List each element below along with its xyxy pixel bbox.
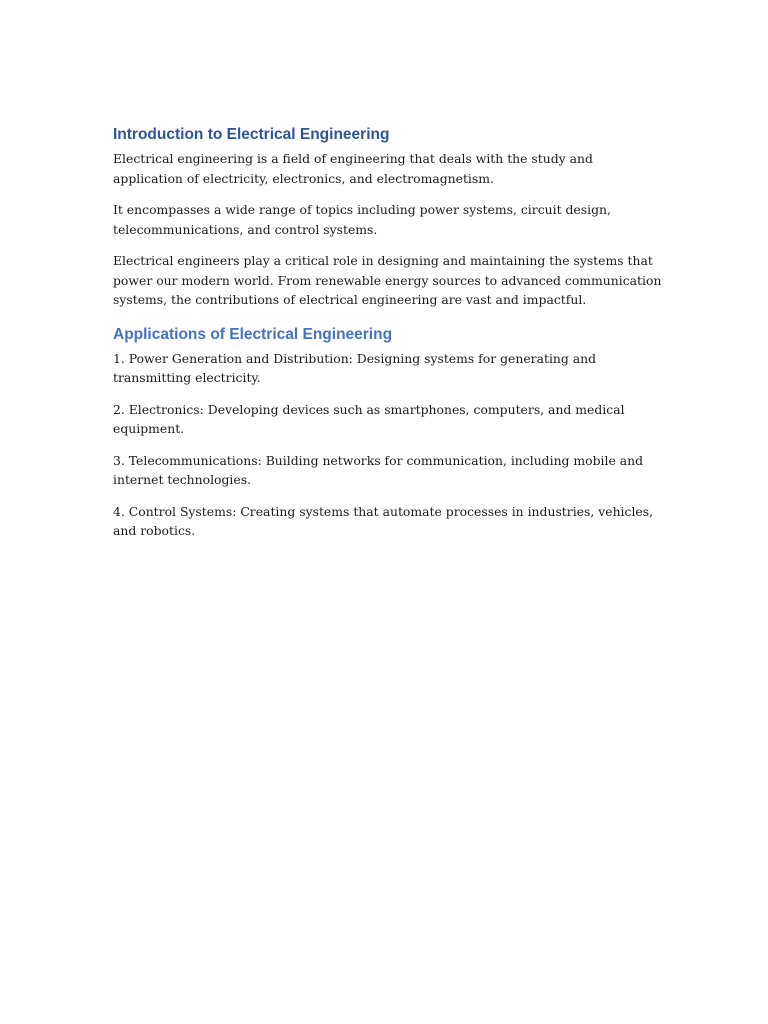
heading-applications: Applications of Electrical Engineering [113, 325, 393, 343]
paragraph: Electrical engineering is a field of engineering that deals with the study and application of electricity, electronics, and electromagnetism. [113, 151, 593, 186]
section-introduction [113, 124, 663, 310]
document-page [113, 124, 663, 553]
paragraph: Electrical engineers play a critical role in designing and maintaining the systems that power our modern world. From renewable energy sources to advanced communication systems, the contributions of electrical engineering are vast and impactful. [113, 253, 662, 307]
list-item: 2. Electronics: Developing devices such as smartphones, computers, and medical equipment. [113, 401, 625, 436]
list-item: 4. Control Systems: Creating systems that automate processes in industries, vehicles, and robotics. [113, 503, 654, 538]
section-applications [113, 324, 663, 541]
heading-introduction: Introduction to Electrical Engineering [113, 126, 390, 143]
paragraph: It encompasses a wide range of topics including power systems, circuit design, telecommunications, and control systems. [113, 202, 611, 237]
list-item: 3. Telecommunications: Building networks for communication, including mobile and internet technologies. [113, 452, 644, 487]
applications-list [113, 349, 663, 541]
list-item: 1. Power Generation and Distribution: Designing systems for generating and transmitting electricity. [113, 350, 597, 385]
